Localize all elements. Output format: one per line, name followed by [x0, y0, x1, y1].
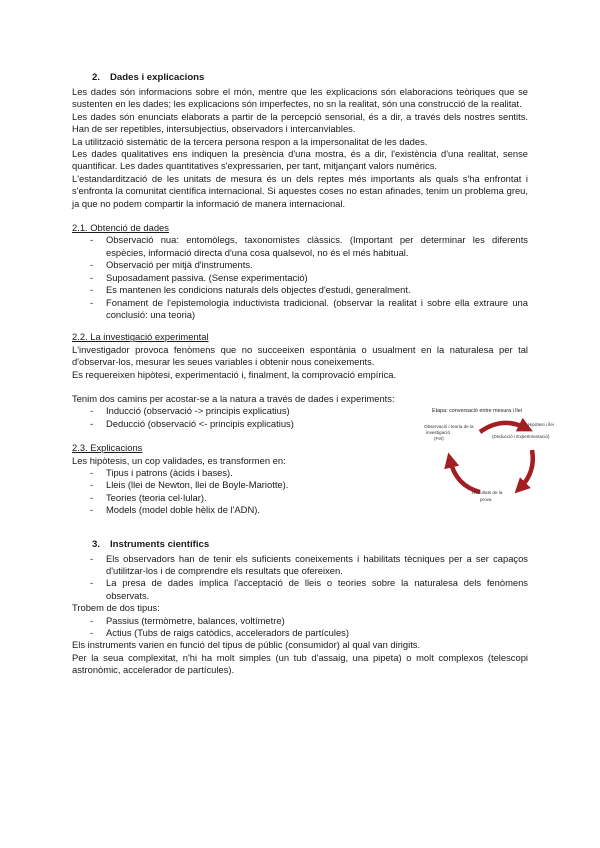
- list-item: - La presa de dades implica l'acceptació de lleis o teories sobre la naturalesa dels fenòmens observats.: [72, 577, 528, 602]
- list-item: - Lleis (llei de Newton, llei de Boyle-Mariotte).: [72, 479, 412, 491]
- list-item: - Passius (termòmetre, balances, voltímetre): [72, 615, 528, 627]
- list-item: - Tipus i patrons (àcids i bases).: [72, 467, 412, 479]
- cycle-arrow-top: [480, 423, 526, 432]
- bullet-list: [72, 405, 412, 430]
- list-item: - Deducció (observació <- principis explicatius): [72, 418, 412, 430]
- diagram-label: Observació i teoria de la: [424, 424, 474, 429]
- paragraph: Les dades qualitatives ens indiquen la presència d'una mostra, és a dir, l'existència d'una realitat, sense quantificar. Les dades quantitatives s'expressarien, per tant, mitjançant valors numèrics.: [72, 148, 528, 172]
- bullet-list: [72, 553, 528, 603]
- paragraph: L'estandardització de les unitats de mesura és un dels reptes més importants als quals s'ha enfrontat i s'enfronta la comunitat científica internacional. Si aquestes coses no estan afinades, tenim un problema greu, ja que no podem compartir la informació de manera internacional.: [72, 172, 528, 209]
- paragraph: Els instruments varien en funció del tipus de públic (consumidor) al qual van dirigits.: [72, 639, 421, 651]
- scientific-cycle-diagram: [420, 402, 590, 514]
- paragraph: La utilització sistemàtic de la tercera persona respon a la impersonalitat de les dades.: [72, 135, 428, 147]
- list-item: - Inducció (observació -> principis explicatius): [72, 405, 412, 417]
- list-item: - Els observadors han de tenir els suficients coneixements i habilitats tècniques per a ser capaços d'utilitzar-los i de comprendre els resultats que ofereixen.: [72, 553, 528, 578]
- paragraph: Trobem de dos tipus:: [72, 602, 160, 614]
- document-page: [72, 72, 528, 677]
- list-item: - Es mantenen les condicions naturals dels objectes d'estudi, generalment.: [72, 284, 528, 296]
- list-item: - Suposadament passiva. (Sense experimentació): [72, 272, 528, 284]
- paragraph: Les dades són enunciats elaborats a partir de la percepció sensorial, és a dir, a través dels nostres sentits. Han de ser repetibles, intersubjectius, observadors i intercanviables.: [72, 110, 528, 135]
- subsection-heading: 2.3. Explicacions: [72, 442, 143, 454]
- section-heading: 3. Instruments científics: [92, 538, 210, 550]
- paragraph: Les dades són informacions sobre el món, mentre que les explicacions són elaboracions teòriques que se sustenten en les dades; les explicacions són imperfectes, no sn la realitat, són una construcció de la realitat.: [72, 86, 528, 110]
- bullet-list: [72, 467, 412, 517]
- subsection-heading: 2.2. La investigació experimental: [72, 331, 209, 343]
- cycle-arrow-right: [520, 450, 533, 488]
- list-item: - Fonament de l'epistemologia inductivista tradicional. (observar la realitat i sobre ella extraure una conclusió: una teoria): [72, 297, 528, 322]
- list-item: - Actius (Tubs de raigs catòdics, acceleradors de partícules): [72, 627, 528, 639]
- list-item: - Observació nua: entomòlegs, taxonomistes clàssics. (Important per determinar les diferents espècies, informació directa d'una cosa qualsevol, no és el més habitual.: [72, 234, 528, 259]
- diagram-label: investigació: [426, 430, 451, 435]
- diagram-label: Hipòtesi i llei: [528, 422, 554, 427]
- cycle-arrow-bottom: [450, 460, 480, 492]
- list-item: - Teories (teoria cel·lular).: [72, 492, 412, 504]
- bullet-list: [72, 234, 528, 321]
- diagram-title: Etapa: conversació entre mesura i llei: [432, 408, 522, 414]
- list-item: - Models (model doble hèlix de l'ADN).: [72, 504, 412, 516]
- list-item: - Observació per mitjà d'instruments.: [72, 259, 528, 271]
- paragraph: L'investigador provoca fenòmens que no succeeixen espontània o usualment en la naturalesa per tal d'observar-los, mesurar les seues variables i obtenir nous coneixements.: [72, 343, 528, 368]
- paragraph: Les hipòtesis, un cop validades, es transformen en:: [72, 454, 286, 466]
- paragraph: Es requereixen hipòtesi, experimentació i, finalment, la comprovació empírica.: [72, 368, 397, 380]
- diagram-label: Resultats de la: [472, 490, 503, 495]
- diagram-label: (Fet): [434, 436, 444, 441]
- diagram-label: prova: [480, 497, 492, 502]
- subsection-heading: 2.1. Obtenció de dades: [72, 222, 169, 234]
- paragraph: Tenim dos camins per acostar-se a la natura a través de dades i experiments:: [72, 392, 395, 404]
- paragraph: Per la seua complexitat, n'hi ha molt simples (un tub d'assaig, una pipeta) o molt complexos (telescopi astronòmic, accelerador de partícules).: [72, 651, 528, 676]
- diagram-label: (Deducció i Experimentació): [492, 434, 550, 439]
- bullet-list: [72, 615, 528, 640]
- section-heading: 2. Dades i explicacions: [92, 72, 205, 83]
